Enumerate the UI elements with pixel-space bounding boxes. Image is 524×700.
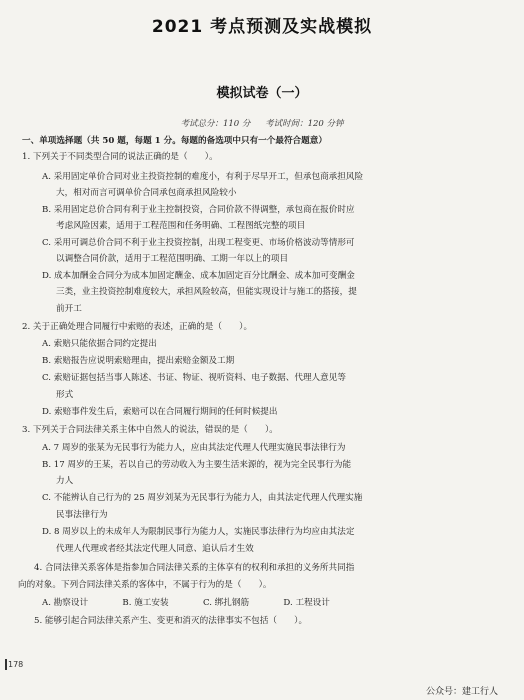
- q1-option-a: A. 采用固定单价合同对业主投资控制的难度小，有利于尽早开工，但承包商承担风险: [42, 172, 364, 182]
- q2-option-b: B. 索赔报告应说明索赔理由，提出索赔金额及工期: [42, 356, 235, 366]
- watermark: 公众号：建工行人: [426, 687, 499, 697]
- question-2: 2. 关于正确处理合同履行中索赔的表述，正确的是（ ）。: [22, 322, 253, 332]
- question-4: 4. 合同法律关系客体是指参加合同法律关系的主体享有的权利和承担的义务所共同指: [34, 563, 355, 573]
- q1-option-b-cont: 考虑风险因素，适用于工程范围和任务明确、工程图纸完整的项目: [56, 221, 306, 231]
- q2-option-a: A. 索赔只能依据合同约定提出: [42, 339, 157, 349]
- q3-option-d: D. 8 周岁以上的未成年人为限制民事行为能力人，实施民事法律行为均应由其法定: [42, 527, 355, 537]
- question-3: 3. 下列关于合同法律关系主体中自然人的说法，错误的是（ ）。: [22, 425, 278, 435]
- total-score: 考试总分：110 分: [180, 119, 251, 129]
- q4-options: A. 勘察设计 B. 施工安装 C. 绑扎钢筋 D. 工程设计: [42, 598, 330, 608]
- q1-option-d-cont: 三类，业主投资控制难度较大，承担风险较高，但能实现设计与施工的搭接，提: [56, 287, 357, 297]
- q2-option-c: C. 索赔证据包括当事人陈述、书证、物证、视听资料、电子数据、代理人意见等: [42, 373, 346, 383]
- section-heading: 一、单项选择题（共 50 题，每题 1 分。每题的备选项中只有一个最符合题意）: [22, 136, 327, 146]
- q1-option-b: B. 采用固定总价合同有利于业主控制投资，合同价款不得调整，承包商在报价时应: [42, 205, 355, 215]
- q1-option-d-cont2: 前开工: [56, 304, 82, 314]
- question-4-cont: 向的对象。下列合同法律关系的客体中，不属于行为的是（ ）。: [18, 580, 272, 590]
- q3-option-a: A. 7 周岁的张某为无民事行为能力人，应由其法定代理人代理实施民事法律行为: [42, 443, 346, 453]
- exam-time: 考试时间：120 分钟: [265, 119, 344, 129]
- q2-option-c-cont: 形式: [56, 390, 74, 400]
- exam-meta: [0, 117, 524, 129]
- question-1: 1. 下列关于不同类型合同的说法正确的是（ ）。: [22, 152, 218, 162]
- q2-option-d: D. 索赔事件发生后，索赔可以在合同履行期间的任何时候提出: [42, 407, 278, 417]
- document-title: 2021 考点预测及实战模拟: [151, 17, 373, 37]
- q1-option-d: D. 成本加酬金合同分为成本加固定酬金、成本加固定百分比酬金、成本加可变酬金: [42, 271, 355, 281]
- q3-option-b: B. 17 周岁的王某，若以自己的劳动收入为主要生活来源的，视为完全民事行为能: [42, 460, 352, 470]
- q3-option-c: C. 不能辨认自己行为的 25 周岁刘某为无民事行为能力人，由其法定代理人代理实施: [42, 493, 363, 503]
- q3-option-c-cont: 民事法律行为: [56, 510, 108, 520]
- q1-option-c-cont: 以调整合同价款，适用于工程范围明确、工期一年以上的项目: [56, 254, 289, 264]
- page-number-bar: [5, 659, 7, 670]
- q3-option-d-cont: 代理人代理或者经其法定代理人同意、追认后才生效: [56, 544, 254, 554]
- page-number: 178: [8, 660, 24, 669]
- q3-option-b-cont: 力人: [56, 476, 74, 486]
- q1-option-a-cont: 大，相对而言可调单价合同承包商承担风险较小: [56, 188, 237, 198]
- paper-subtitle: 模拟试卷（一）: [216, 86, 308, 101]
- q1-option-c: C. 采用可调总价合同不利于业主投资控制，出现工程变更、市场价格波动等情形可: [42, 238, 355, 248]
- question-5: 5. 能够引起合同法律关系产生、变更和消灭的法律事实不包括（ ）。: [34, 616, 308, 626]
